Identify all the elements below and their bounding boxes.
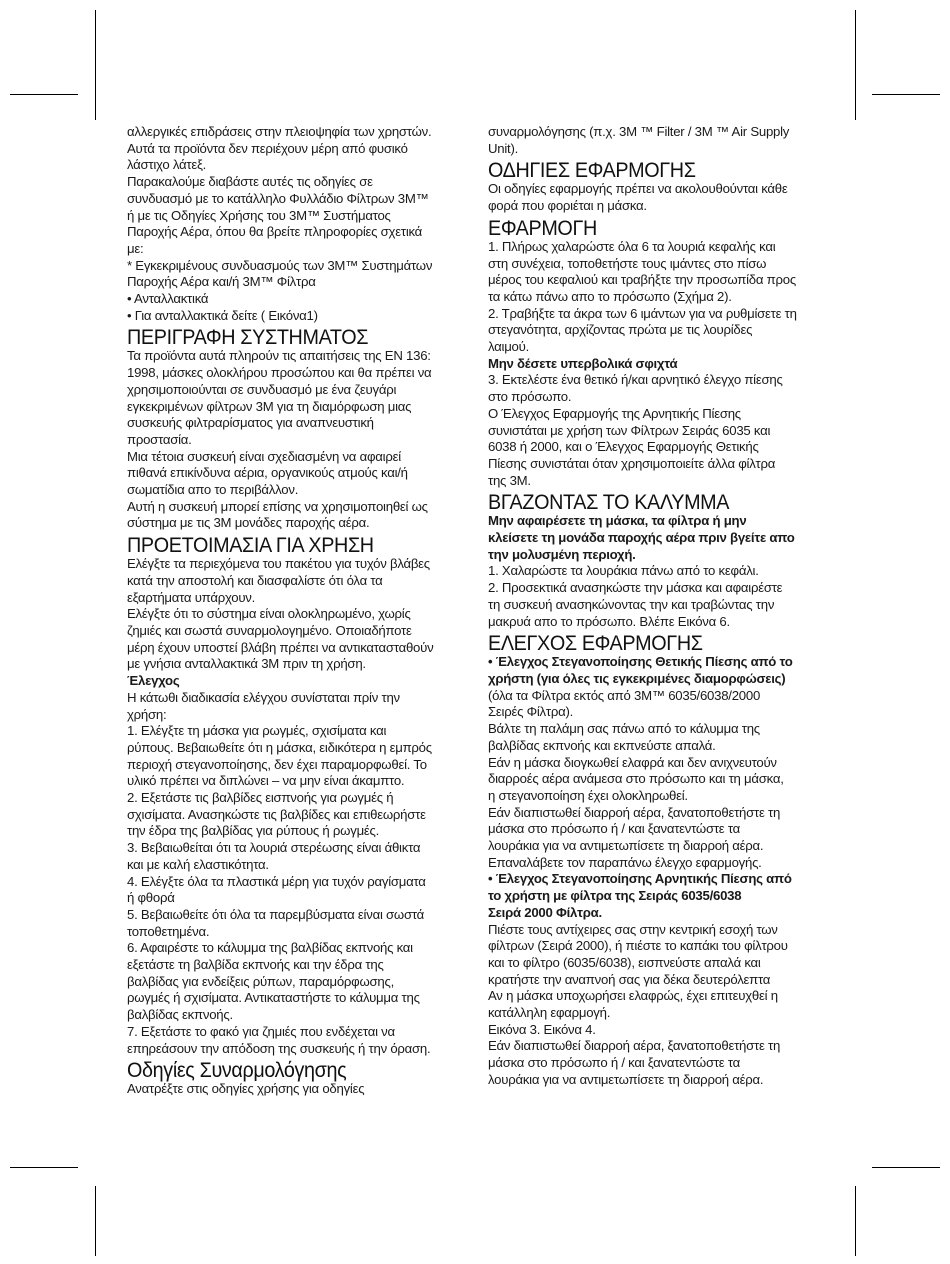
text-line: αλλεργικές επιδράσεις στην πλειοψηφία των χρηστών. xyxy=(127,124,432,139)
text-line: σωματίδια απο το περιβάλλον. xyxy=(127,482,299,498)
text-line: μάσκα στο πρόσωπο ή / και ξανατεντώστε τα xyxy=(488,821,740,837)
text-line: βαλβίδας για ενδείξεις ρύπων, παραμόρφωσης, xyxy=(127,973,394,989)
text-line: εγκεκριμένων φίλτρων 3M για τη διαμόρφωση μιας xyxy=(127,398,412,414)
text-line: πιθανά επικίνδυνα αέρια, οργανικούς ατμούς και/ή xyxy=(127,465,408,481)
warning-tight: Μην δέσετε υπερβολικά σφιχτά xyxy=(488,355,678,371)
text-line: και το φίλτρο (6035/6038), εισπνεύστε απαλά και xyxy=(488,954,761,970)
text-line: 7. Εξετάστε το φακό για ζημιές που ενδέχεται να xyxy=(127,1023,395,1039)
assembly-continued-text xyxy=(488,124,822,157)
text-line: στο πρόσωπο. xyxy=(488,389,572,405)
text-line: Εάν διαπιστωθεί διαρροή αέρα, ξανατοποθετήστε τη xyxy=(488,1038,781,1054)
text-line: σχισίματα. Ανασηκώστε τις βαλβίδες και επιθεωρήστε xyxy=(127,806,426,822)
text-line: 1. Πλήρως χαλαρώστε όλα 6 τα λουριά κεφαλής και xyxy=(488,238,776,254)
text-line: συνδυασμό με το κατάλληλο Φυλλάδιο Φίλτρων 3M™ xyxy=(127,190,429,206)
text-line: 1998, μάσκες ολοκλήρου προσώπου και θα πρέπει να xyxy=(127,365,432,381)
crop-mark xyxy=(95,10,96,120)
text-line: Ελέγξτε τα περιεχόμενα του πακέτου για τυχόν βλάβες xyxy=(127,556,430,572)
text-line: χρήστη (για όλες τις εγκεκριμένες διαμορφώσεις) xyxy=(488,670,786,686)
text-line: Σειρά 2000 Φίλτρα. xyxy=(488,904,602,920)
text-line: Παροχής Αέρα, όπου θα βρείτε πληροφορίες σχετικά xyxy=(127,224,423,240)
text-line: μάσκα στο πρόσωπο ή / και ξανατεντώστε τα xyxy=(488,1055,740,1071)
negative-check-heading xyxy=(488,871,822,921)
text-line: • Ανταλλακτικά xyxy=(127,291,209,307)
text-line: Πίεσης συνιστάται όταν χρησιμοποιείτε άλλα φίλτρα xyxy=(488,455,776,471)
text-line: εξαρτήματα υπάρχουν. xyxy=(127,589,256,605)
text-line: 2. Εξετάστε τις βαλβίδες εισπνοής για ρωγμές ή xyxy=(127,790,394,806)
preparation-text xyxy=(127,556,461,673)
intro-text xyxy=(127,124,461,324)
text-line: κατάλληλη εφαρμογή. xyxy=(488,1005,611,1021)
text-line: Μην αφαιρέσετε τη μάσκα, τα φίλτρα ή μην xyxy=(488,513,747,529)
removal-text xyxy=(488,563,822,630)
subheading-checks: Έλεγχος xyxy=(127,673,180,689)
crop-mark xyxy=(872,1167,940,1168)
text-line: 1. Χαλαρώστε τα λουράκια πάνω από το κεφάλι. xyxy=(488,563,759,579)
crop-mark xyxy=(872,94,940,95)
text-line: την έδρα της βαλβίδας για ρύπους ή ρωγμές. xyxy=(127,823,380,839)
negative-check-text xyxy=(488,922,822,1089)
text-line: Ελέγξτε ότι το σύστημα είναι ολοκληρωμένο, χωρίς xyxy=(127,606,411,622)
text-line: • Για ανταλλακτικά δείτε ( Εικόνα1) xyxy=(127,307,318,323)
text-line: υλικό πρέπει να διπλώνει – να μην είναι άκαμπτο. xyxy=(127,773,405,789)
text-line: η στεγανοποίηση έχει ολοκληρωθεί. xyxy=(488,787,688,803)
text-line: το χρήστη με φίλτρα της Σειράς 6035/6038 xyxy=(488,888,742,904)
checks-text xyxy=(127,690,461,1057)
text-line: χρησιμοποιούνται σε συνδυασμό με ένα ζευγάρι xyxy=(127,381,397,397)
text-line: βαλβίδας εκπνοής και εκπνεύστε απαλά. xyxy=(488,737,716,753)
right-column xyxy=(488,124,822,1089)
text-line: Επαναλάβετε τον παραπάνω έλεγχο εφαρμογής. xyxy=(488,854,762,870)
text-line: 6. Αφαιρέστε το κάλυμμα της βαλβίδας εκπνοής και xyxy=(127,940,413,956)
text-line: λάστιχο λάτεξ. xyxy=(127,157,207,173)
text-line: ρωγμές ή σχισίματα. Αντικαταστήστε το κάλυμμα της xyxy=(127,990,420,1006)
text-line: ζημιές και σωστά συναρμολογημένο. Οποιαδήποτε xyxy=(127,622,412,638)
text-line: με: xyxy=(127,240,144,256)
text-line: περιοχή στεγανοποίησης, δεν έχει παραμορφωθεί. Το xyxy=(127,756,427,772)
text-line: * Εγκεκριμένους συνδυασμούς των 3M™ Συστημάτων xyxy=(127,257,433,273)
text-line: (όλα τα Φίλτρα εκτός από 3M™ 6035/6038/2000 xyxy=(488,687,761,703)
text-line: Αυτή η συσκευή μπορεί επίσης να χρησιμοποιηθεί ως xyxy=(127,498,428,514)
text-line: Μια τέτοια συσκευή είναι σχεδιασμένη να αφαιρεί xyxy=(127,448,401,464)
text-line: την μολυσμένη περιοχή. xyxy=(488,546,636,562)
text-line: Οι οδηγίες εφαρμογής πρέπει να ακολουθούνται κάθε xyxy=(488,181,788,197)
text-line: χρήση: xyxy=(127,706,167,722)
text-line: • Έλεγχος Στεγανοποίησης Θετικής Πίεσης από το xyxy=(488,654,793,670)
text-line: λουράκια για να αντιμετωπίσετε τη διαρροή αέρα. xyxy=(488,1071,764,1087)
fit-instructions-text xyxy=(488,181,822,214)
text-line: Unit). xyxy=(488,140,519,156)
text-line: προστασία. xyxy=(127,431,192,447)
crop-mark xyxy=(855,1186,856,1256)
crop-mark xyxy=(10,94,78,95)
text-line: ρύπους. Βεβαιωθείτε ότι η μάσκα, ειδικότερα η εμπρός xyxy=(127,739,432,755)
fitting-text-2 xyxy=(488,372,822,489)
text-line: 3. Βεβαιωθείται ότι τα λουριά στερέωσης είναι άθικτα xyxy=(127,840,421,856)
text-line: σύστημα με τις 3M μονάδες παροχής αέρα. xyxy=(127,515,370,531)
text-line: Η κάτωθι διαδικασία ελέγχου συνίσταται πρίν την xyxy=(127,689,400,705)
text-line: της 3M. xyxy=(488,472,531,488)
text-line: Ο Έλεγχος Εφαρμογής της Αρνητικής Πίεσης xyxy=(488,405,741,421)
heading-assembly: Οδηγίες Συναρμολόγησης xyxy=(127,1058,347,1083)
text-line: φορά που φοριέται η μάσκα. xyxy=(488,198,647,214)
removal-warning xyxy=(488,513,822,563)
heading-system-description: ΠΕΡΙΓΡΑΦΗ ΣΥΣΤΗΜΑΤΟΣ xyxy=(127,325,369,350)
heading-fit-check: ΕΛΕΓΧΟΣ ΕΦΑΡΜΟΓΗΣ xyxy=(488,631,703,656)
text-line: Σειρές Φίλτρα). xyxy=(488,704,574,720)
text-line: • Έλεγχος Στεγανοποίησης Αρνητικής Πίεσης από xyxy=(488,871,792,887)
text-line: τοποθετημένα. xyxy=(127,923,210,939)
text-line: 5. Βεβαιωθείτε ότι όλα τα παρεμβύσματα είναι σωστά xyxy=(127,906,425,922)
text-line: μέρη έχουν υποστεί βλάβη πρέπει να αντικατασταθούν xyxy=(127,639,434,655)
text-line: 4. Ελέγξτε όλα τα πλαστικά μέρη για τυχόν ραγίσματα xyxy=(127,873,426,889)
text-line: συσκευής φιλτραρίσματος για αναπνευστική xyxy=(127,415,374,431)
text-line: 2. Προσεκτικά ανασηκώστε την μάσκα και αφαιρέστε xyxy=(488,580,783,596)
text-line: εξετάστε τη βαλβίδα εκπνοής και την έδρα της xyxy=(127,957,384,973)
text-line: Ανατρέξτε στις οδηγίες χρήσης για οδηγίες xyxy=(127,1081,365,1097)
text-line: Εικόνα 3. Εικόνα 4. xyxy=(488,1021,596,1037)
text-line: Τα προϊόντα αυτά πληρούν τις απαιτήσεις της EN 136: xyxy=(127,348,431,364)
heading-fit-instructions: ΟΔΗΓΙΕΣ ΕΦΑΡΜΟΓΗΣ xyxy=(488,158,696,183)
system-description-text xyxy=(127,348,461,532)
text-line: τη συσκευή ανασηκώνοντας την και τραβώντας την xyxy=(488,596,775,612)
text-line: 3. Εκτελέστε ένα θετικό ή/και αρνητικό έλεγχο πίεσης xyxy=(488,372,783,388)
crop-mark xyxy=(855,10,856,120)
text-line: και με καλή ελαστικότητα. xyxy=(127,856,269,872)
text-line: Εάν διαπιστωθεί διαρροή αέρα, ξανατοποθετήστε τη xyxy=(488,804,781,820)
text-line: κρατήστε την αναπνοή σας για δέκα δευτερόλεπτα xyxy=(488,971,771,987)
text-line: 2. Τραβήξτε τα άκρα των 6 ιμάντων για να ρυθμίσετε τη xyxy=(488,305,797,321)
text-line: επηρεάσουν την απόδοση της συσκευής ή την όραση. xyxy=(127,1040,431,1056)
heading-fitting: ΕΦΑΡΜΟΓΗ xyxy=(488,215,597,240)
text-line: με γνήσια ανταλλακτικά 3M πριν τη χρήση. xyxy=(127,656,366,672)
text-line: 6038 ή 2000, και ο Έλεγχος Εφαρμογής Θετικής xyxy=(488,439,759,455)
text-line: Παρακαλούμε διαβάστε αυτές τις οδηγίες σε xyxy=(127,174,373,190)
text-line: τα κάτω πάνω απο το πρόσωπο (Σχήμα 2). xyxy=(488,288,732,304)
text-line: μακρυά απο το πρόσωπο. Βλέπε Εικόνα 6. xyxy=(488,613,730,629)
left-column xyxy=(127,124,461,1098)
text-line: λουράκια για να αντιμετωπίσετε τη διαρροή αέρα. xyxy=(488,838,764,854)
heading-preparation: ΠΡΟΕΤΟΙΜΑΣΙΑ ΓΙΑ ΧΡΗΣΗ xyxy=(127,533,374,558)
text-line: διαρροές αέρα ανάμεσα στο πρόσωπο και τη μάσκα, xyxy=(488,771,784,787)
text-line: λαιμού. xyxy=(488,339,530,355)
text-line: Παροχής Αέρα και/ή 3M™ Φίλτρα xyxy=(127,274,316,290)
text-line: κατά την αποστολή και διασφαλίστε ότι όλα τα xyxy=(127,572,383,588)
text-line: συνιστάται με χρήση των Φίλτρων Σειράς 6035 και xyxy=(488,422,771,438)
text-line: Αυτά τα προϊόντα δεν περιέχουν μέρη από φυσικό xyxy=(127,140,408,156)
assembly-text xyxy=(127,1081,461,1098)
text-line: μέρος του κεφαλιού και τραβήξτε την προσωπίδα προς xyxy=(488,272,796,288)
text-line: βαλβίδας εκπνοής. xyxy=(127,1007,233,1023)
text-line: Εάν η μάσκα διογκωθεί ελαφρά και δεν ανιχνευτούν xyxy=(488,754,777,770)
text-line: Βάλτε τη παλάμη σας πάνω από το κάλυμμα της xyxy=(488,721,760,737)
positive-check-text xyxy=(488,688,822,872)
positive-check-heading xyxy=(488,654,822,687)
fitting-text xyxy=(488,239,822,356)
text-line: 1. Ελέγξτε τη μάσκα για ρωγμές, σχισίματα και xyxy=(127,723,387,739)
text-line: συναρμολόγησης (π.χ. 3M ™ Filter / 3M ™ Air Supply xyxy=(488,124,790,139)
text-line: στη συνέχεια, τοποθετήστε τους ιμάντες στο πίσω xyxy=(488,255,767,271)
text-line: ή με τις Οδηγίες Χρήσης του 3M™ Συστήματος xyxy=(127,207,391,223)
text-line: φίλτρων (Σειρά 2000), ή πιέστε το καπάκι του φίλτρου xyxy=(488,938,788,954)
crop-mark xyxy=(95,1186,96,1256)
text-line: Αν η μάσκα υποχωρήσει ελαφρώς, έχει επιτευχθεί η xyxy=(488,988,778,1004)
text-line: κλείσετε τη μονάδα παροχής αέρα πριν βγείτε απο xyxy=(488,530,795,546)
heading-removal: ΒΓΑΖΟΝΤΑΣ ΤΟ ΚΑΛΥΜΜΑ xyxy=(488,490,730,515)
text-line: Πιέστε τους αντίχειρες σας στην κεντρική εσοχή των xyxy=(488,921,778,937)
text-line: ή φθορά xyxy=(127,890,175,906)
text-line: στεγανότητα, αρχίζοντας πρώτα με τις λουρίδες xyxy=(488,322,753,338)
crop-mark xyxy=(10,1167,78,1168)
